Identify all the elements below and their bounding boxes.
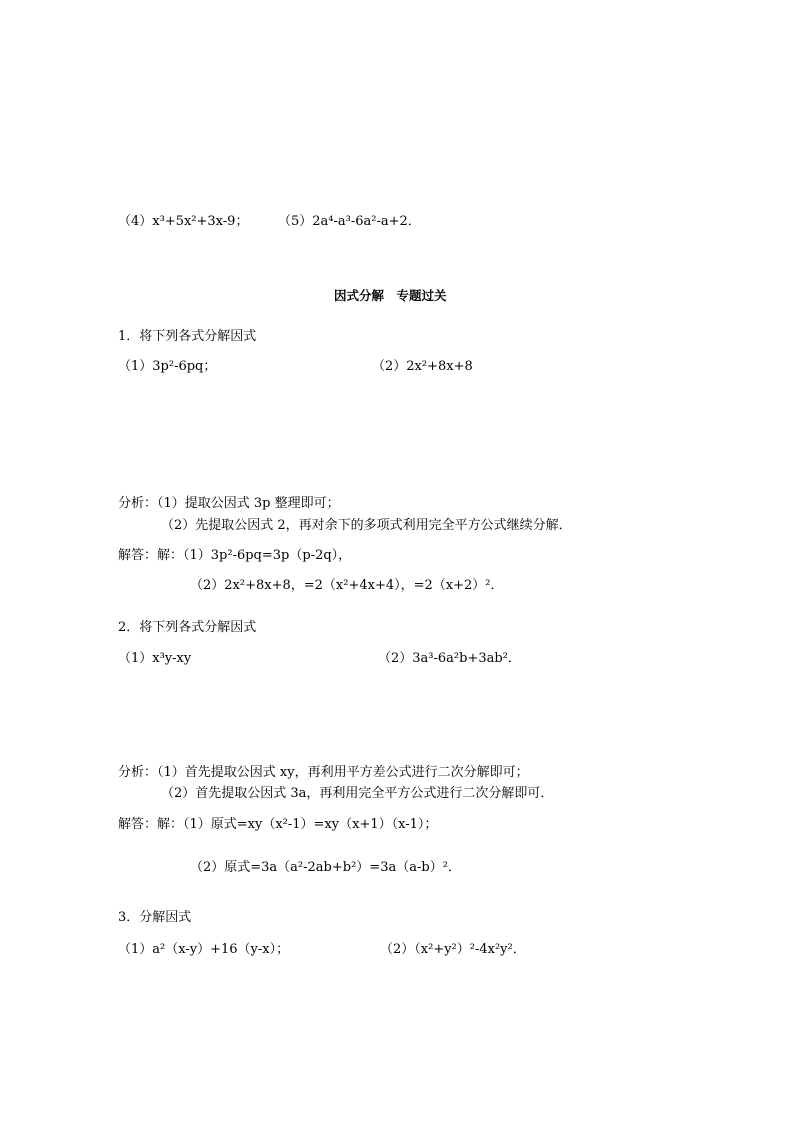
problem-5: （5）2a⁴-a³-6a²-a+2． — [278, 214, 421, 229]
q2-answer-2: （2）原式=3a（a²-2ab+b²）=3a（a-b）²． — [190, 860, 461, 875]
q2-heading: 2．将下列各式分解因式 — [118, 620, 257, 635]
q1-heading: 1．将下列各式分解因式 — [118, 329, 257, 344]
q1-answer-2: （2）2x²+8x+8，=2（x²+4x+4），=2（x+2）²． — [190, 578, 504, 593]
section-title: 因式分解 专题过关 — [334, 288, 447, 303]
q2-analysis-2: （2）首先提取公因式 3a，再利用完全平方公式进行二次分解即可． — [161, 786, 554, 801]
q1-analysis-2: （2）先提取公因式 2，再对余下的多项式利用完全平方公式继续分解． — [161, 518, 572, 533]
q3-part2: （2）（x²+y²）²-4x²y²． — [380, 942, 526, 957]
q2-analysis-1: 分析：（1）首先提取公因式 xy，再利用平方差公式进行二次分解即可； — [118, 765, 529, 780]
q3-part1: （1）a²（x-y）+16（y-x）； — [118, 942, 290, 957]
q1-analysis-1: 分析：（1）提取公因式 3p 整理即可； — [118, 496, 340, 511]
q1-answer-1: 解答：解：（1）3p²-6pq=3p（p-2q）， — [118, 548, 352, 563]
q2-answer-1: 解答：解：（1）原式=xy（x²-1）=xy（x+1）（x-1）； — [118, 817, 438, 832]
q2-part1: （1）x³y-xy — [118, 651, 192, 666]
q2-part2: （2）3a³-6a²b+3ab²． — [378, 651, 521, 666]
q3-heading: 3．分解因式 — [118, 910, 192, 925]
q1-part2: （2）2x²+8x+8 — [372, 359, 473, 374]
problem-4: （4）x³+5x²+3x-9； — [118, 214, 249, 229]
q1-part1: （1）3p²-6pq； — [118, 359, 217, 374]
